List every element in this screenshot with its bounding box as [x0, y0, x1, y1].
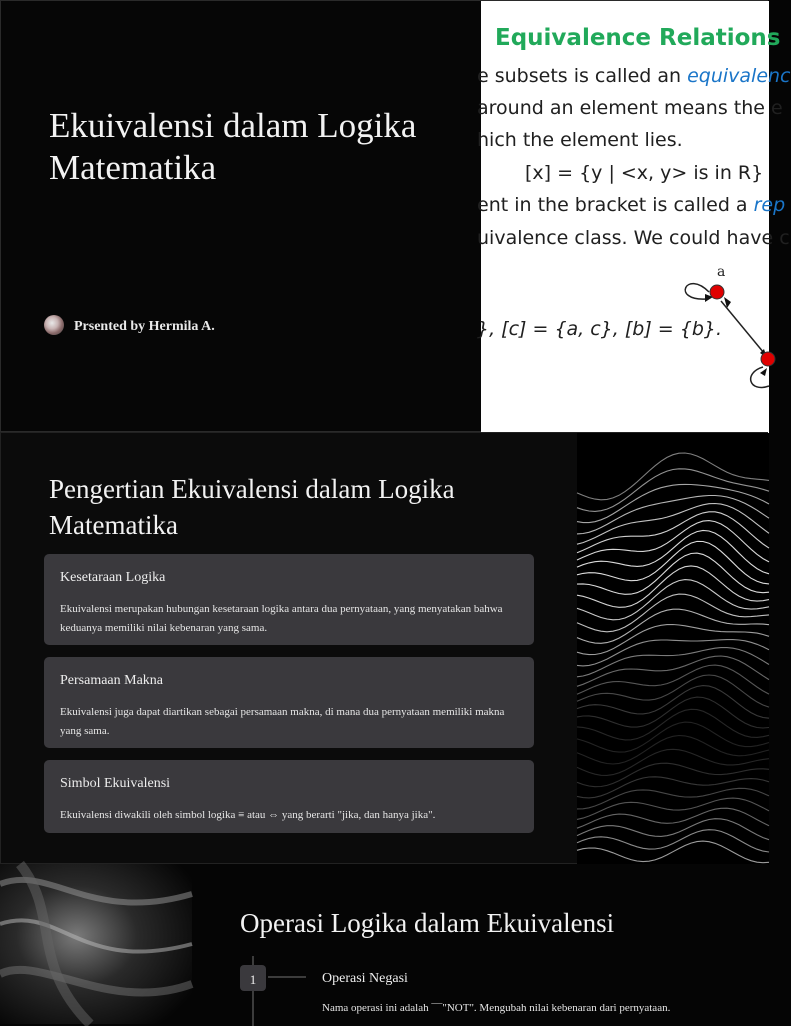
wave-line [577, 553, 769, 594]
presenter [44, 315, 215, 335]
timeline-connector [268, 976, 306, 978]
wave-line [577, 675, 769, 707]
arrowhead [760, 368, 767, 376]
abstract-swirl-image [0, 864, 192, 1024]
wave-line [577, 469, 769, 512]
avatar [44, 315, 64, 335]
slide-title-heading: Ekuivalensi dalam Logika Matematika [49, 106, 417, 187]
card-persamaan-makna [44, 657, 534, 748]
slide-operations[interactable] [0, 864, 768, 1024]
wave-lines-image [577, 433, 769, 865]
card-heading: Kesetaraan Logika [60, 570, 166, 585]
slide-title[interactable] [0, 0, 791, 432]
image-heading: Equivalence Relations [495, 25, 781, 51]
node-b [761, 352, 775, 366]
card-kesetaraan-logika [44, 554, 534, 645]
image-line: uivalence class. We could have c [477, 227, 790, 249]
presenter-name: Prsented by Hermila A. [74, 319, 215, 334]
wave-line [577, 841, 769, 863]
card-heading: Simbol Ekuivalensi [60, 776, 171, 791]
wave-line [577, 484, 769, 522]
image-line: hich the element lies. [477, 129, 683, 151]
graph-diagram [481, 1, 769, 433]
card-body: Ekuivalensi diwakili oleh simbol logika ≡ atau ⇔ yang berarti "jika, dan hanya jika". [60, 809, 436, 821]
card-body: Ekuivalensi juga dapat diartikan sebagai persamaan makna, di mana dua pernyataan memiliki makna yang sama. [60, 706, 505, 737]
step-body: Nama operasi ini adalah ¯¯"NOT". Mengubah nilai kebenaran dari pernyataan. [322, 1002, 671, 1014]
image-line: around an element means the e [477, 97, 783, 119]
wave-line [577, 819, 769, 840]
wave-line [577, 566, 769, 607]
image-line: ent in the bracket is called a rep [477, 194, 786, 216]
card-heading: Persamaan Makna [60, 673, 164, 688]
wave-line [577, 530, 769, 573]
wave-line [577, 830, 769, 852]
card-body: Ekuivalensi merupakan hubungan kesetaraan logika antara dua pernyataan, yang menyatakan bahwa keduanya memiliki nilai kebenaran yang sama. [60, 603, 503, 634]
step-heading: Operasi Negasi [322, 971, 408, 986]
image-line: e subsets is called an equivalenc [477, 65, 791, 87]
slide-definition-heading: Pengertian Ekuivalensi dalam Logika Matematika [49, 474, 455, 540]
card-simbol-ekuivalensi [44, 760, 534, 833]
node-a [710, 285, 724, 299]
image-line: }, [c] = {a, c}, [b] = {b}. [477, 318, 723, 340]
equivalence-relations-image [477, 1, 791, 433]
slide-definition[interactable] [0, 432, 768, 864]
image-line: [x] = {y | <x, y> is in R} [525, 162, 764, 184]
edge-a-b [721, 301, 764, 353]
wave-line [577, 580, 769, 620]
wave-line [577, 709, 769, 740]
wave-line [577, 722, 769, 752]
wave-line [577, 697, 769, 728]
wave-line [577, 594, 769, 632]
step-number-badge: 1 [240, 965, 266, 991]
slide-operations-heading: Operasi Logika dalam Ekuivalensi [240, 908, 615, 938]
node-label-a: a [717, 264, 726, 280]
wave-line [577, 609, 769, 643]
